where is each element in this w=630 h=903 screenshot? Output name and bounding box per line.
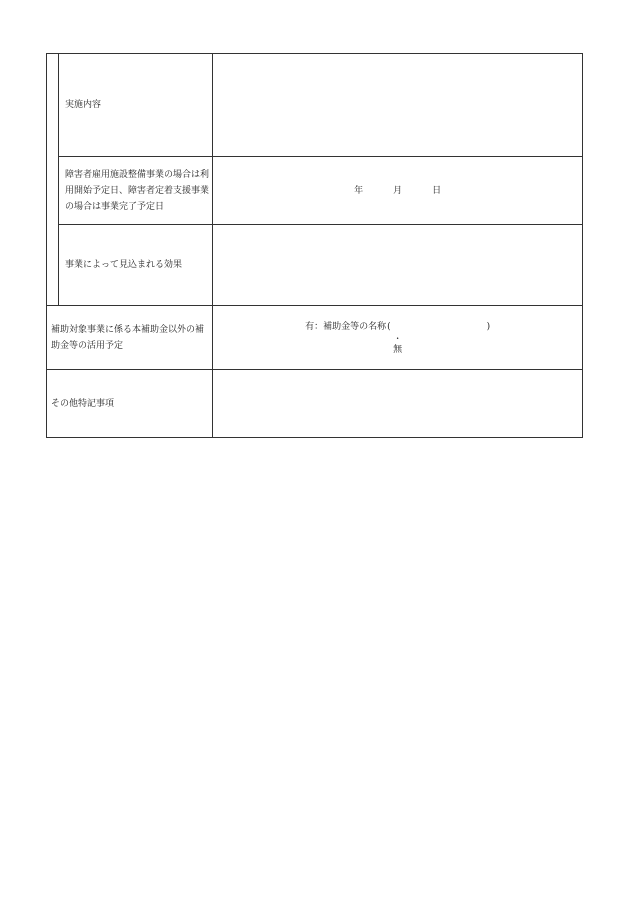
other-subsidy-label-cell bbox=[47, 306, 213, 370]
choice-separator: ・ bbox=[393, 333, 402, 343]
month-unit: 月 bbox=[393, 185, 403, 196]
remarks-label-cell bbox=[47, 370, 213, 438]
other-subsidy-choice-cell bbox=[213, 306, 583, 370]
date-field bbox=[213, 183, 582, 199]
effect-label-cell bbox=[59, 225, 213, 306]
other-subsidy-row bbox=[47, 306, 583, 370]
subsidy-choice-group bbox=[213, 319, 582, 357]
planned-date-label-cell bbox=[59, 157, 213, 225]
effect-label: 事業によって見込まれる効果 bbox=[65, 260, 183, 270]
application-form-table bbox=[46, 53, 583, 438]
subsidy-yes-text: 有：補助金等の名称 bbox=[305, 321, 387, 332]
remarks-label: その他特記事項 bbox=[51, 398, 115, 409]
effect-row bbox=[47, 225, 583, 306]
implementation-label-cell bbox=[59, 54, 213, 157]
subsidy-no-option[interactable]: 無 bbox=[393, 344, 403, 355]
subsidy-name-paren-close: ) bbox=[486, 321, 491, 332]
planned-date-input-cell[interactable] bbox=[213, 157, 583, 225]
implementation-label: 実施内容 bbox=[65, 100, 102, 110]
planned-date-label: 障害者雇用施設整備事業の場合は利用開始予定日、障害者定着支援事業の場合は事業完了予定日 bbox=[65, 169, 210, 212]
subsidy-yes-option[interactable] bbox=[213, 321, 582, 334]
group-gutter bbox=[47, 54, 59, 306]
remarks-row bbox=[47, 370, 583, 438]
implementation-row bbox=[47, 54, 583, 157]
effect-input-cell[interactable] bbox=[213, 225, 583, 306]
planned-date-row bbox=[47, 157, 583, 225]
other-subsidy-label: 補助対象事業に係る本補助金以外の補助金等の活用予定 bbox=[51, 324, 205, 351]
subsidy-name-paren-open: ( bbox=[387, 321, 391, 332]
implementation-input-cell[interactable] bbox=[213, 54, 583, 157]
remarks-input-cell[interactable] bbox=[213, 370, 583, 438]
day-unit: 日 bbox=[432, 185, 442, 196]
year-unit: 年 bbox=[354, 185, 364, 196]
